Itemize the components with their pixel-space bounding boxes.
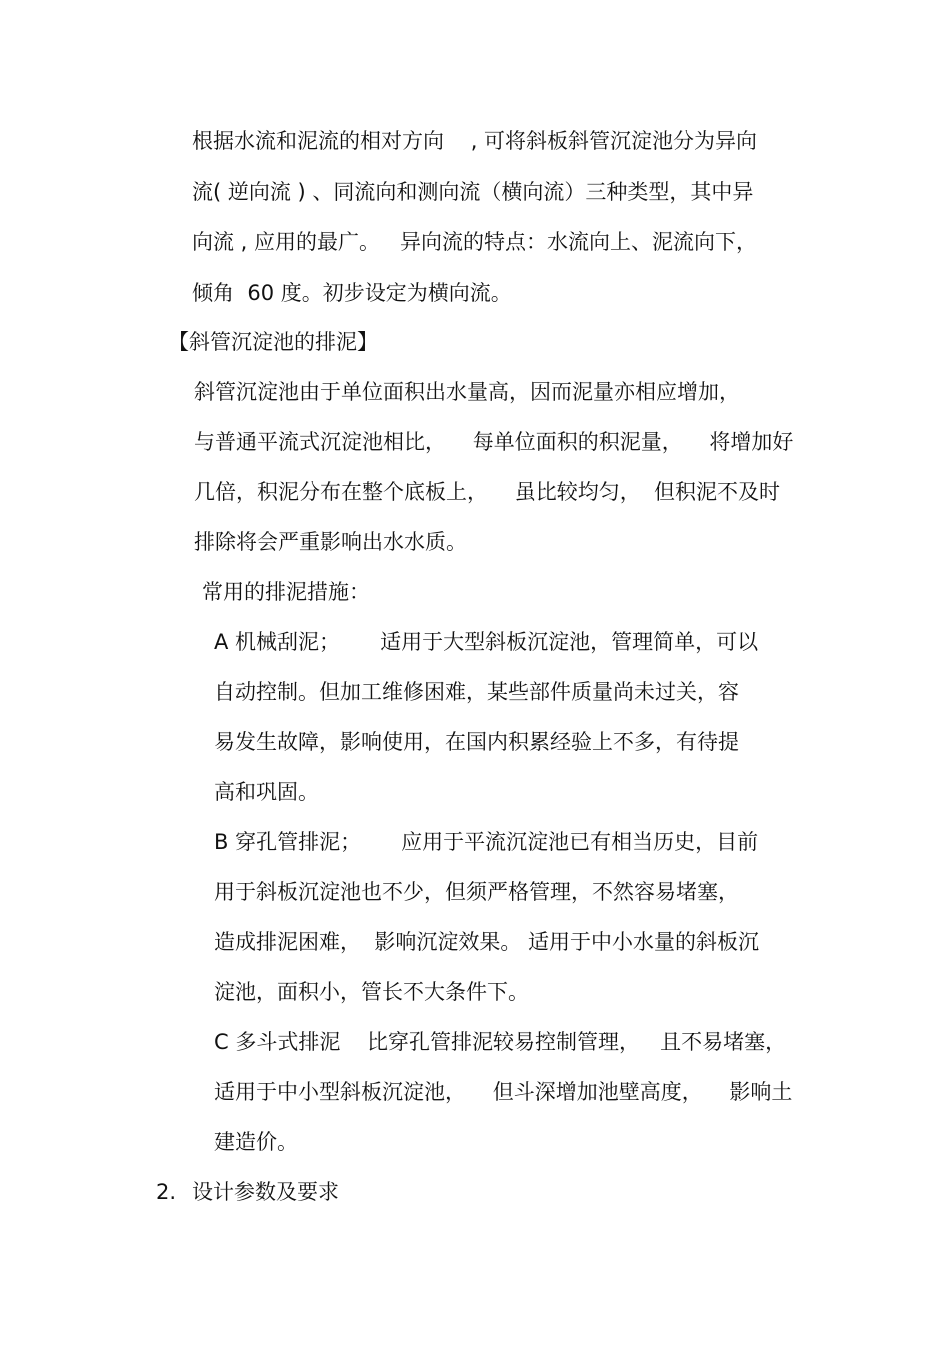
option-c-line-2: 适用于中小型斜板沉淀池， 但斗深增加池壁高度， 影响土: [214, 1080, 793, 1104]
option-a-line-4: 高和巩固。: [214, 780, 319, 804]
intro-line-1: 根据水流和泥流的相对方向 , 可将斜板斜管沉淀池分为异向: [192, 129, 758, 153]
sludge-line-4: 排除将会严重影响出水水质。: [194, 530, 467, 554]
option-c-line-1: C 多斗式排泥 比穿孔管排泥较易控制管理， 且不易堵塞，: [214, 1030, 787, 1054]
sludge-line-3: 几倍，积泥分布在整个底板上， 虽比较均匀， 但积泥不及时: [194, 480, 781, 504]
sludge-heading: 【斜管沉淀池的排泥】: [168, 330, 378, 354]
option-b-line-2: 用于斜板沉淀池也不少，但须严格管理，不然容易堵塞，: [214, 880, 739, 904]
section-2-number: 2.: [156, 1180, 177, 1204]
section-2-title: 设计参数及要求: [192, 1180, 339, 1204]
sludge-line-2: 与普通平流式沉淀池相比， 每单位面积的积泥量， 将增加好: [194, 430, 794, 454]
intro-line-3: 向流 , 应用的最广。 异向流的特点：水流向上、泥流向下，: [192, 230, 758, 254]
measures-label: 常用的排泥措施：: [202, 580, 370, 604]
option-c-line-3: 建造价。: [214, 1130, 298, 1154]
option-b-line-1: B 穿孔管排泥； 应用于平流沉淀池已有相当历史，目前: [214, 830, 759, 854]
intro-line-2: 流( 逆向流 ) 、同流向和测向流（横向流）三种类型，其中异: [192, 180, 754, 204]
option-b-line-3: 造成排泥困难， 影响沉淀效果。 适用于中小水量的斜板沉: [214, 930, 760, 954]
sludge-line-1: 斜管沉淀池由于单位面积出水量高，因而泥量亦相应增加，: [194, 380, 740, 404]
option-b-line-4: 淀池，面积小，管长不大条件下。: [214, 980, 529, 1004]
option-a-line-1: A 机械刮泥； 适用于大型斜板沉淀池，管理简单，可以: [214, 630, 759, 654]
option-a-line-3: 易发生故障，影响使用，在国内积累经验上不多，有待提: [214, 730, 739, 754]
option-a-line-2: 自动控制。但加工维修困难，某些部件质量尚未过关，容: [214, 680, 739, 704]
intro-line-4: 倾角 60 度。初步设定为横向流。: [192, 281, 512, 305]
